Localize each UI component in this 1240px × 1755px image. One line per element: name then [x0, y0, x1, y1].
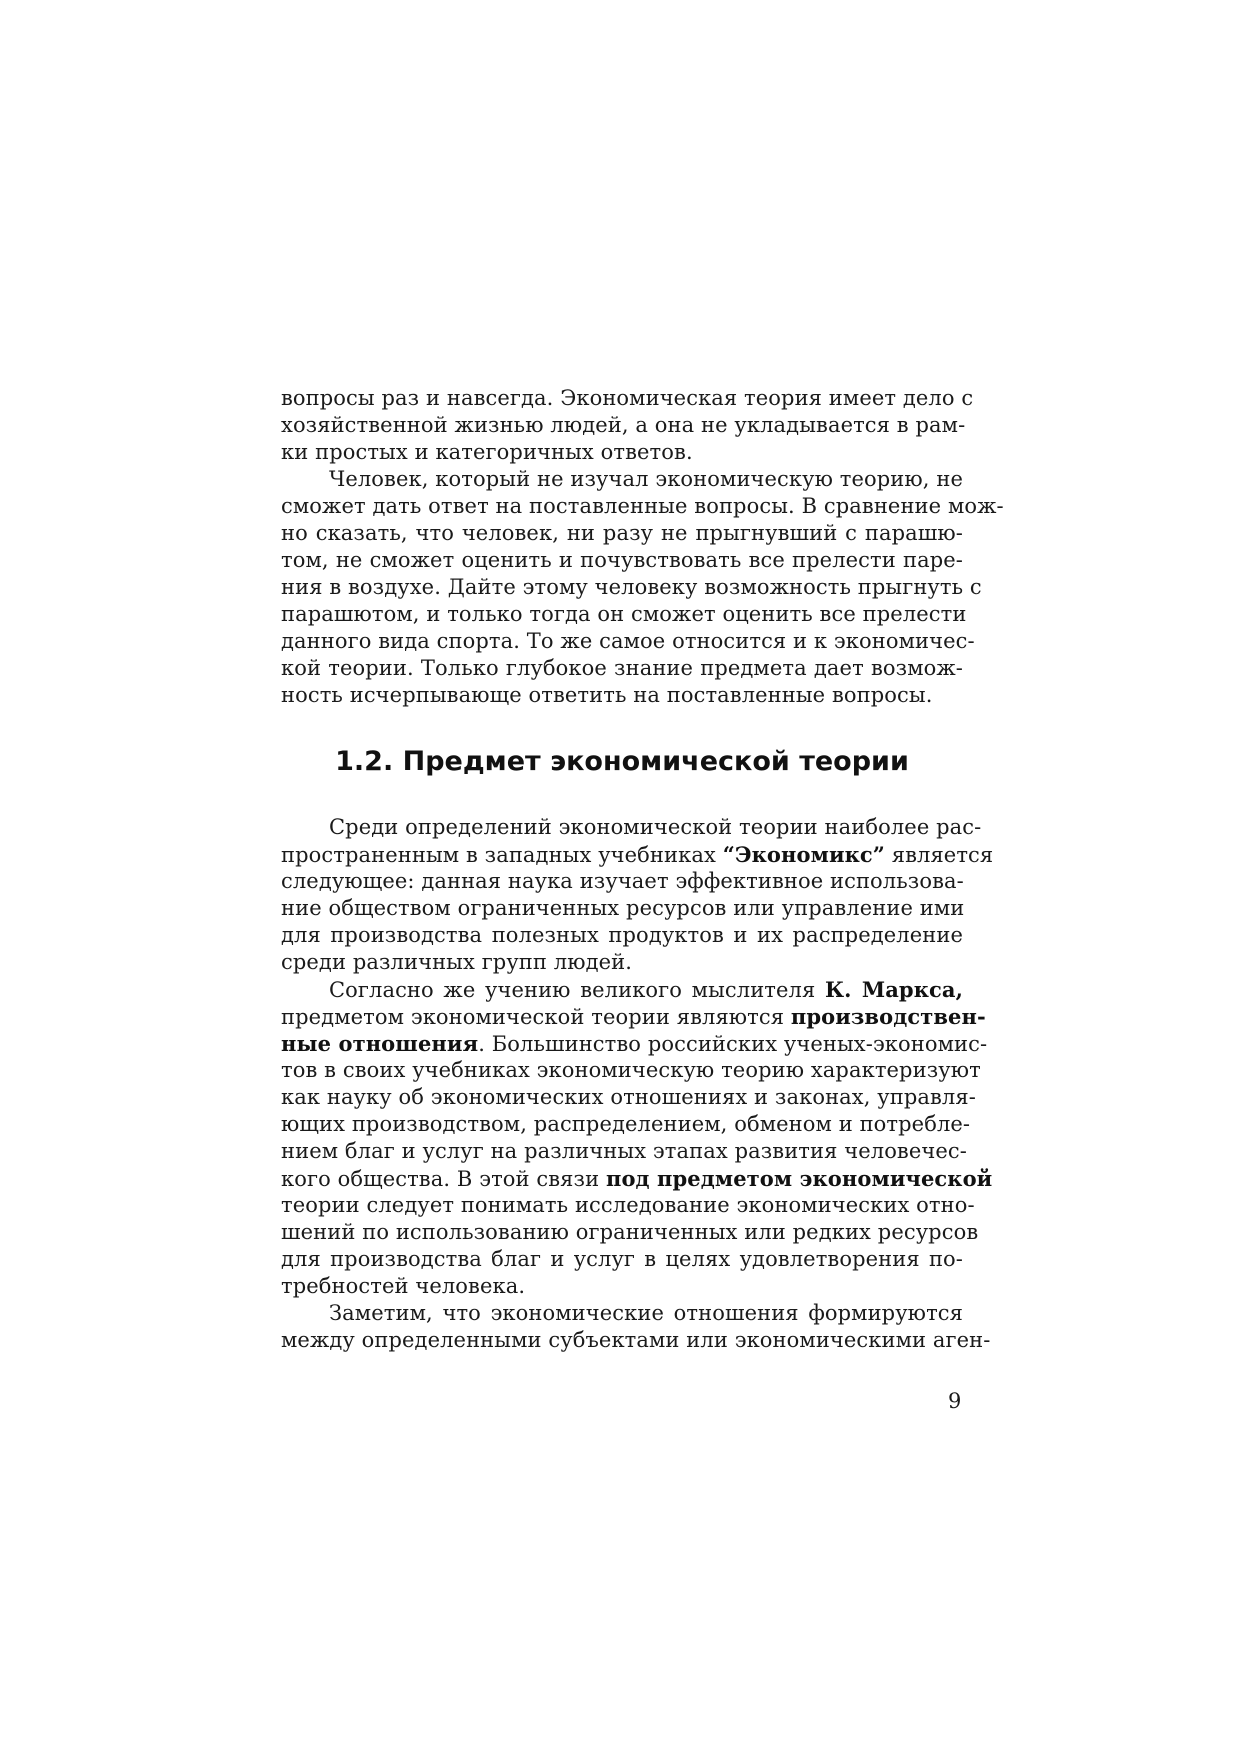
text-run: пространенным в западных учебниках: [281, 843, 723, 867]
text-line: [281, 1030, 988, 1057]
text-line: но сказать, что человек, ни разу не прыгнувший с парашю-: [281, 521, 963, 545]
text-line: [281, 841, 994, 868]
text-line: Заметим, что экономические отношения формируются: [329, 1301, 963, 1325]
paragraph-agents: [281, 1300, 991, 1354]
text-line: между определенными субъектами или экономическими аген-: [281, 1328, 991, 1352]
text-line: как науку об экономических отношениях и законах, управля-: [281, 1085, 976, 1109]
text-line: хозяйственной жизнью людей, а она не укладывается в рам-: [281, 413, 966, 437]
text-line: [281, 1003, 986, 1030]
text-line: ки простых и категоричных ответов.: [281, 440, 693, 464]
text-run: кого общества. В этой связи: [281, 1167, 606, 1191]
text-line: тов в своих учебниках экономическую теорию характеризуют: [281, 1058, 981, 1082]
page-body: [281, 385, 1004, 1354]
text-line: сможет дать ответ на поставленные вопросы. В сравнение мож-: [281, 494, 1004, 518]
text-run: Согласно же учению великого мыслителя: [329, 978, 825, 1002]
text-run: является: [884, 843, 994, 867]
page-number: 9: [948, 1389, 962, 1413]
text-line: ющих производством, распределением, обменом и потребле-: [281, 1112, 971, 1136]
text-line: теории следует понимать исследование экономических отно-: [281, 1193, 975, 1217]
text-line: том, не сможет оценить и почувствовать все прелести паре-: [281, 548, 963, 572]
text-line: следующее: данная наука изучает эффективное использова-: [281, 869, 964, 893]
bold-term-production-relations: производствен-: [790, 1004, 986, 1029]
bold-term-marx: К. Маркса,: [824, 977, 963, 1002]
section-heading: 1.2. Предмет экономической теории: [335, 746, 909, 777]
paragraph-parachute: [281, 466, 1004, 709]
bold-term-economics: “Экономикс”: [722, 842, 885, 867]
text-line: ния в воздухе. Дайте этому человеку возможность прыгнуть с: [281, 575, 982, 599]
text-line: для производства благ и услуг в целях удовлетворения по-: [281, 1247, 963, 1271]
text-line: [281, 1165, 993, 1192]
text-line: ние обществом ограниченных ресурсов или управление ими: [281, 896, 965, 920]
text-line: требностей человека.: [281, 1274, 526, 1298]
text-line: для производства полезных продуктов и их распределение: [281, 923, 963, 947]
bold-term-production-relations-end: ные отношения: [281, 1031, 479, 1056]
text-line: [281, 976, 963, 1003]
text-line: Среди определений экономической теории наиболее рас-: [329, 815, 982, 839]
text-run: . Большинство российских ученых-экономис-: [478, 1032, 988, 1056]
paragraph-marx: [281, 976, 993, 1300]
text-line: нием благ и услуг на различных этапах развития человечес-: [281, 1139, 967, 1163]
text-line: среди различных групп людей.: [281, 950, 633, 974]
intro-paragraph: [281, 385, 974, 466]
text-line: вопросы раз и навсегда. Экономическая теория имеет дело с: [281, 386, 974, 410]
text-line: ность исчерпывающе ответить на поставленные вопросы.: [281, 683, 933, 707]
bold-term-subject: под предметом экономической: [605, 1166, 993, 1191]
text-line: Человек, который не изучал экономическую теорию, не: [329, 467, 963, 491]
text-line: кой теории. Только глубокое знание предмета дает возмож-: [281, 656, 963, 680]
text-line: шений по использованию ограниченных или редких ресурсов: [281, 1220, 979, 1244]
text-run: предметом экономической теории являются: [281, 1005, 791, 1029]
text-line: парашютом, и только тогда он сможет оценить все прелести: [281, 602, 967, 626]
text-line: данного вида спорта. То же самое относится и к экономичес-: [281, 629, 975, 653]
paragraph-definitions: [281, 814, 994, 976]
